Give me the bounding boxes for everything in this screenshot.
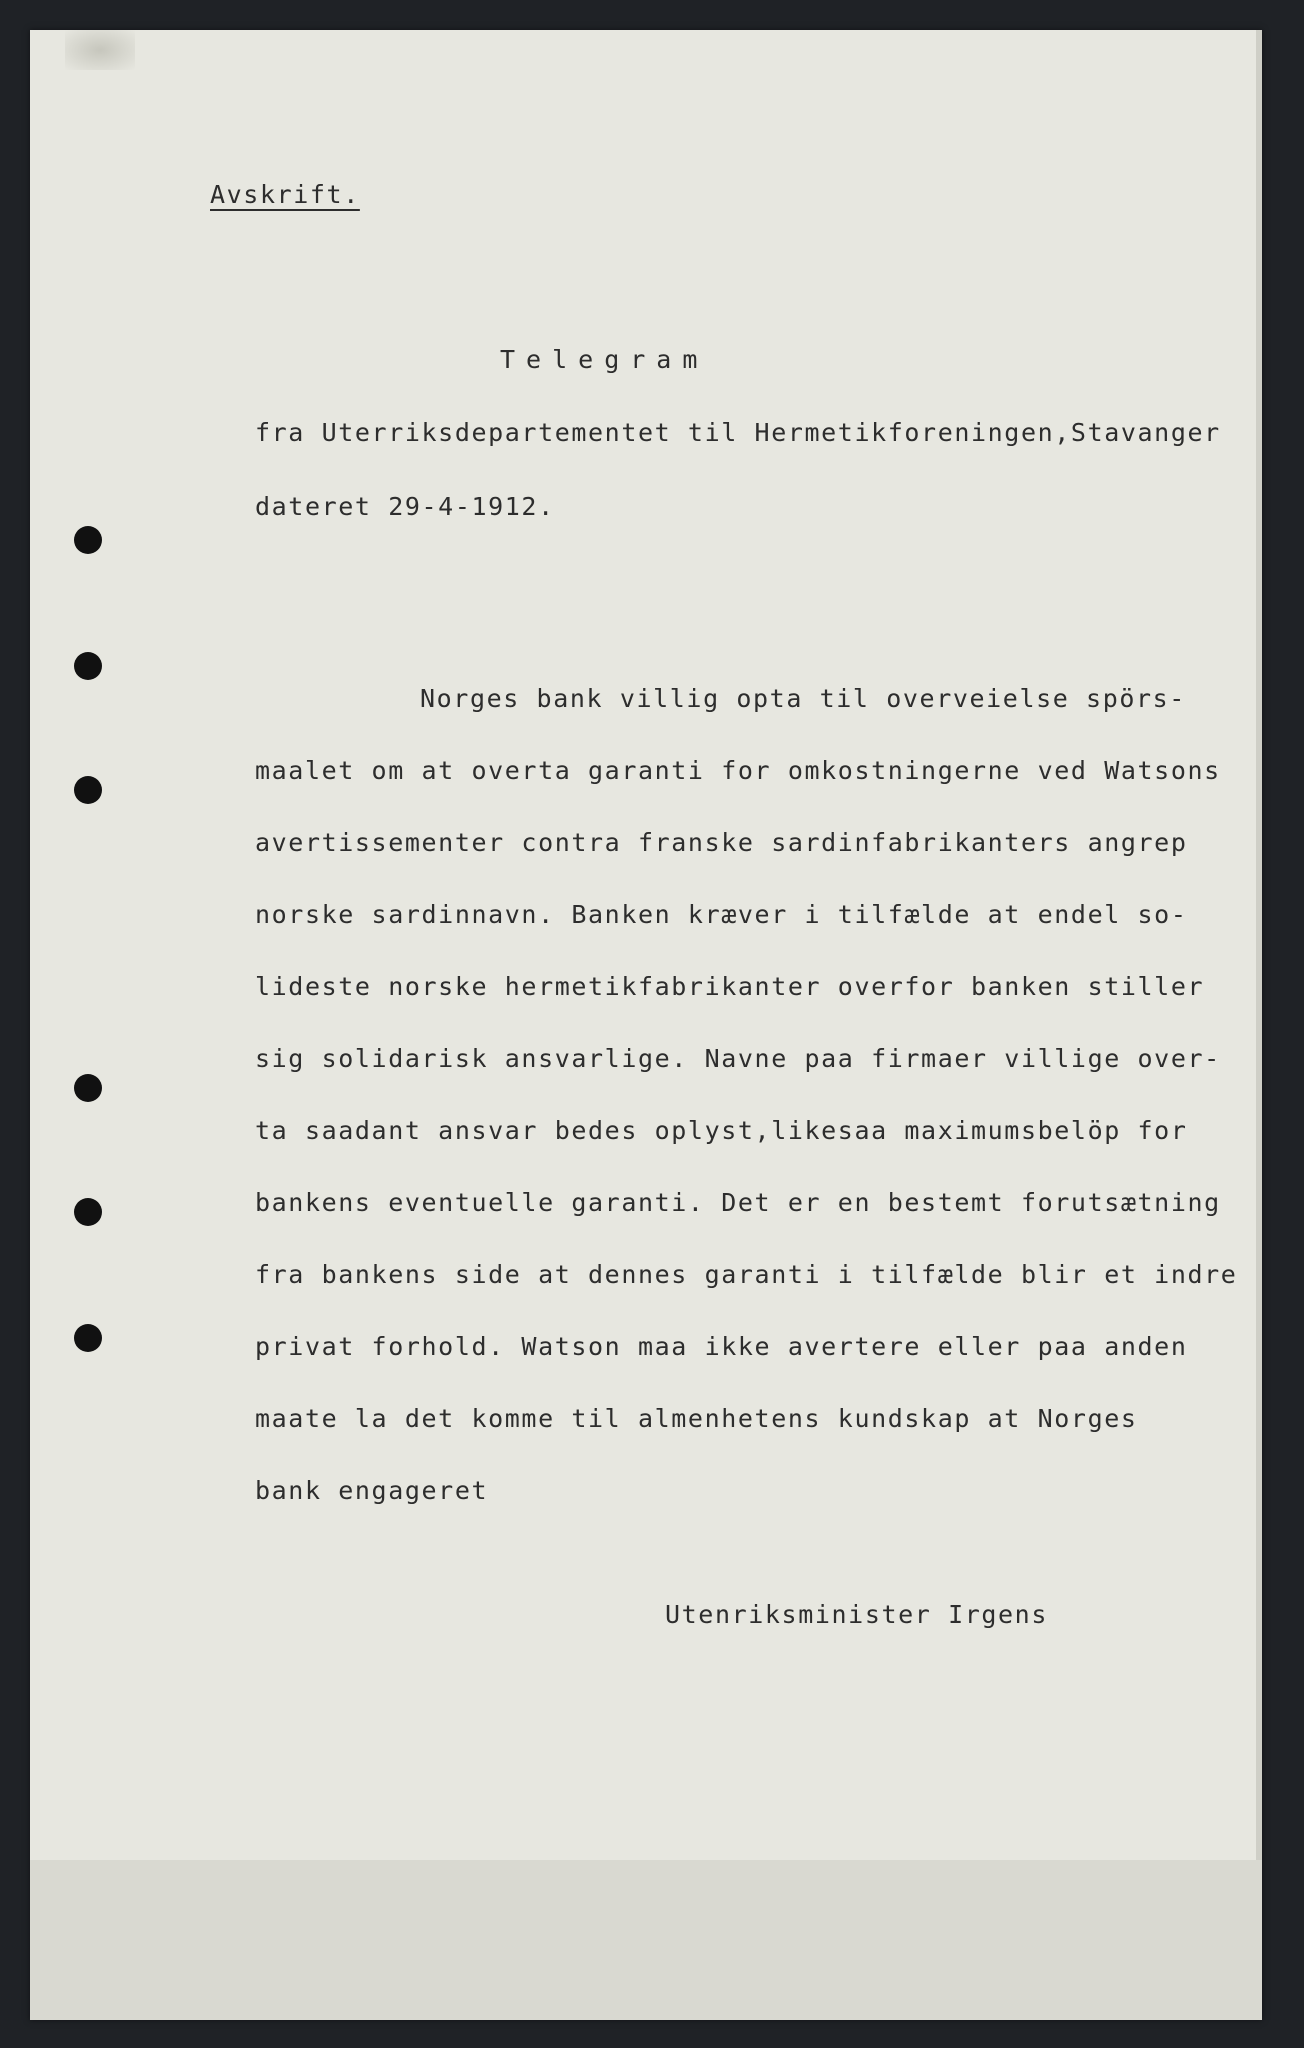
body-line: privat forhold. Watson maa ikke avertere eller paa anden bbox=[255, 1332, 1188, 1361]
body-line: maalet om at overta garanti for omkostningerne ved Watsons bbox=[255, 756, 1221, 785]
punch-hole bbox=[74, 1324, 102, 1352]
body-line: sig solidarisk ansvarlige. Navne paa firmaer villige over- bbox=[255, 1044, 1221, 1073]
body-line: norske sardinnavn. Banken kræver i tilfælde at endel so- bbox=[255, 900, 1188, 929]
body-line: bank engageret bbox=[255, 1476, 489, 1505]
body-line: ta saadant ansvar bedes oplyst,likesaa maximumsbelöp for bbox=[255, 1116, 1188, 1145]
punch-hole bbox=[74, 776, 102, 804]
body-line: fra bankens side at dennes garanti i tilfælde blir et indre bbox=[255, 1260, 1238, 1289]
document-title: Telegram bbox=[500, 345, 709, 374]
punch-hole bbox=[74, 1074, 102, 1102]
punch-hole bbox=[74, 652, 102, 680]
punch-hole bbox=[74, 1198, 102, 1226]
body-line: Norges bank villig opta til overveielse spörs- bbox=[420, 684, 1186, 713]
from-line: fra Uterriksdepartementet til Hermetikforeningen,Stavanger bbox=[255, 418, 1221, 447]
punch-hole bbox=[74, 526, 102, 554]
document-heading: Avskrift. bbox=[210, 180, 360, 209]
paper-edge bbox=[1256, 30, 1262, 2020]
body-line: bankens eventuelle garanti. Det er en bestemt forutsætning bbox=[255, 1188, 1221, 1217]
signature-line: Utenriksminister Irgens bbox=[665, 1600, 1048, 1629]
paper-stain bbox=[65, 30, 135, 70]
document-page bbox=[30, 30, 1262, 2020]
body-line: maate la det komme til almenhetens kundskap at Norges bbox=[255, 1404, 1138, 1433]
date-line: dateret 29-4-1912. bbox=[255, 492, 555, 521]
paper-bottom-band bbox=[30, 1860, 1262, 2020]
body-line: lideste norske hermetikfabrikanter overfor banken stiller bbox=[255, 972, 1205, 1001]
body-line: avertissementer contra franske sardinfabrikanters angrep bbox=[255, 828, 1188, 857]
